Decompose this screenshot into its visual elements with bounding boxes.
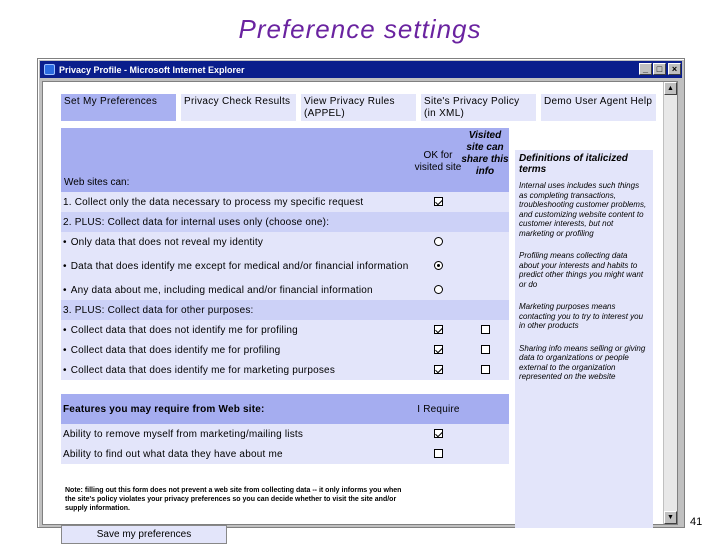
page-content	[42, 81, 678, 540]
col-share-header: Visited site can share this info	[461, 130, 509, 177]
table-row	[61, 280, 509, 300]
tab-site-privacy-policy[interactable]: Site's Privacy Policy (in XML)	[421, 94, 536, 121]
features-title: Features you may require from Web site:	[63, 403, 265, 415]
table-row	[61, 340, 509, 360]
checkbox[interactable]	[481, 345, 490, 354]
vertical-scrollbar[interactable]	[663, 82, 677, 524]
scroll-down-icon[interactable]: ▼	[664, 511, 677, 524]
preferences-table	[61, 128, 509, 464]
definition-marketing: Marketing purposes means contacting you to try to interest you in other products	[519, 302, 644, 330]
checkbox[interactable]	[434, 197, 443, 206]
table-row	[61, 444, 509, 464]
checkbox[interactable]	[434, 429, 443, 438]
row-label: • Data that does identify me except for medical and/or financial information	[61, 261, 416, 272]
row-label: 2. PLUS: Collect data for internal uses only (choose one):	[63, 216, 330, 228]
definitions-panel	[515, 150, 653, 528]
tab-demo-help[interactable]: Demo User Agent Help	[541, 94, 656, 121]
save-preferences-button[interactable]: Save my preferences	[61, 525, 227, 544]
checkbox[interactable]	[434, 365, 443, 374]
checkbox[interactable]	[481, 325, 490, 334]
checkbox[interactable]	[434, 345, 443, 354]
close-button[interactable]: ×	[668, 63, 681, 75]
row-label: Ability to remove myself from marketing/mailing lists	[63, 428, 304, 440]
definitions-title: Definitions of italicized terms	[519, 153, 628, 175]
scroll-up-icon[interactable]: ▲	[664, 82, 677, 95]
table-row	[61, 252, 509, 280]
maximize-button[interactable]: □	[653, 63, 666, 75]
tab-bar	[61, 94, 656, 121]
checkbox[interactable]	[434, 449, 443, 458]
table-row	[61, 424, 509, 444]
ie-icon	[44, 64, 55, 75]
features-header	[61, 394, 509, 424]
row-label: • Only data that does not reveal my identity	[61, 237, 416, 248]
table-row	[61, 360, 509, 380]
table-row	[61, 300, 509, 320]
tab-set-my-preferences[interactable]: Set My Preferences	[61, 94, 176, 121]
form-note: Note: filling out this form does not prevent a web site from collecting data -- it only informs you when the site's policy violates your privacy preferences so you can decide whether to visit the site and/or supply information.	[65, 487, 402, 512]
col-ok-header: OK for visited site	[414, 150, 462, 173]
radio-button[interactable]	[434, 285, 443, 294]
row-label: 3. PLUS: Collect data for other purposes:	[63, 304, 254, 316]
table-header	[61, 128, 509, 192]
row-label: • Collect data that does identify me for profiling	[61, 345, 416, 356]
window-titlebar	[40, 61, 682, 78]
table-row	[61, 232, 509, 252]
row-label: • Collect data that does identify me for marketing purposes	[61, 365, 416, 376]
page-number: 41	[690, 516, 703, 528]
tab-privacy-check-results[interactable]: Privacy Check Results	[181, 94, 296, 121]
row-label: Ability to find out what data they have about me	[63, 448, 283, 460]
minimize-button[interactable]: _	[639, 63, 652, 75]
browser-window	[37, 58, 685, 540]
window-title: Privacy Profile - Microsoft Internet Explorer	[59, 64, 245, 75]
web-sites-can-label: Web sites can:	[64, 177, 130, 188]
row-label: • Collect data that does not identify me for profiling	[61, 325, 416, 336]
col-require-header: I Require	[417, 403, 460, 415]
tab-view-privacy-rules[interactable]: View Privacy Rules (APPEL)	[301, 94, 416, 121]
table-row	[61, 212, 509, 232]
checkbox[interactable]	[481, 365, 490, 374]
table-row	[61, 192, 509, 212]
radio-button[interactable]	[434, 261, 443, 270]
row-label: 1. Collect only the data necessary to process my specific request	[63, 196, 364, 208]
row-label: • Any data about me, including medical and/or financial information	[61, 285, 416, 296]
checkbox[interactable]	[434, 325, 443, 334]
table-row	[61, 320, 509, 340]
definition-internal-uses: Internal uses includes such things as completing transactions, troubleshooting customer problems, and customizing website content to customer interests, but not marketing or profiling	[519, 181, 647, 238]
definition-profiling: Profiling means collecting data about your interests and habits to predict other things you might want or do	[519, 251, 644, 289]
slide-title: Preference settings	[238, 14, 482, 44]
definition-sharing: Sharing info means selling or giving data to organizations or people external to the organization represented on the website	[519, 343, 646, 381]
radio-button[interactable]	[434, 237, 443, 246]
